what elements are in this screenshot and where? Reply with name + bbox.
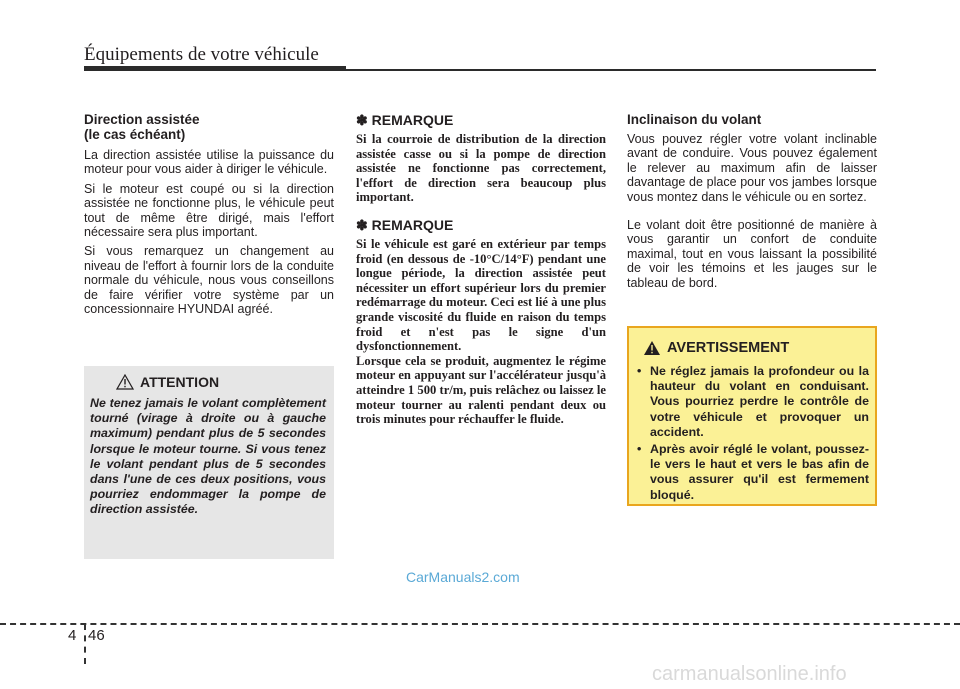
heading-line-2: (le cas échéant) [84,127,186,142]
page-number: 46 [88,627,105,644]
paragraph: Le volant doit être positionné de manière à vous garantir un confort de conduite maximal, tout en vous laissant la possibilité de voir les témoins et les jauges sur le tableau de bord. [627,218,877,290]
column-remarks [356,112,606,439]
warning-triangle-icon [643,340,661,356]
header-bar [84,66,346,71]
attention-title: ATTENTION [140,374,220,390]
paragraph: La direction assistée utilise la puissance du moteur pour vous aider à diriger le véhicule. [84,148,334,177]
paragraph: Si vous remarquez un changement au niveau de l'effort à fournir lors de la conduite normale du véhicule, nous vous conseillons de faire vérifier votre système par un concessionnaire HYUNDAI agréé. [84,244,334,317]
warning-box [627,326,877,506]
section-heading-steering-tilt: Inclinaison du volant [627,112,762,127]
column-steering-tilt [627,112,877,295]
paragraph: Si le moteur est coupé ou si la direction assistée ne fonctionne plus, le véhicule peut tout de même être dirigé, mais l'effort nécessaire sera plus important. [84,181,334,240]
attention-box [84,366,334,559]
column-power-steering [84,112,334,321]
header-rule [346,69,876,71]
chapter-number: 4 [68,627,77,644]
page-number-separator [84,624,86,664]
warning-triangle-icon [116,374,134,390]
warning-title: AVERTISSEMENT [667,340,790,356]
warning-item: • Après avoir réglé le volant, poussez-le vers le haut et vers le bas afin de vous assurer qu'il est fermement bloqué. [637,442,869,503]
footer-site-watermark[interactable]: carmanualsonline.info [652,663,847,685]
remark-title: ✽ REMARQUE [356,112,454,128]
paragraph: Vous pouvez régler votre volant inclinable avant de conduire. Vous pouvez également le relever au maximum afin de laisser davantage de place pour vos jambes lorsque vous montez dans le véhicule ou en sortez. [627,132,877,204]
footer-dashed-rule [0,623,960,625]
attention-text: Ne tenez jamais le volant complètement tourné (virage à droite ou à gauche maximum) pendant plus de 5 secondes lorsque le moteur tourne. Si vous tenez le volant pendant plus de 5 secondes dans l'une de ces deux positions, vous pourriez endommager la pompe de direction assistée. [90,396,326,517]
remark-text: Lorsque cela se produit, augmentez le régime moteur en appuyant sur l'accélérateur jusqu'à atteindre 1 500 tr/m, puis relâchez ou laissez le moteur tourner au ralenti pendant deux ou trois minutes pour réchauffer le fluide. [356,353,606,427]
remark-text: Si la courroie de distribution de la direction assistée casse ou si la pompe de direction assistée ne fonctionne pas correctement, l'effort de direction sera beaucoup plus important. [356,132,606,205]
page-header-title: Équipements de votre véhicule [84,44,319,65]
watermark-link[interactable]: CarManuals2.com [406,569,520,585]
warning-list [637,364,869,505]
heading-line-1: Direction assistée [84,112,200,127]
remark-text: Si le véhicule est garé en extérieur par temps froid (en dessous de -10°C/14°F) pendant une longue période, la direction assistée peut nécessiter un effort supérieur lors du premier redémarrage du moteur. Ceci est lié à une plus grande viscosité du fluide en raison du temps froid et n'est pas le signe d'un dysfonctionnement. [356,236,606,354]
section-heading-power-steering [84,112,334,142]
warning-item: • Ne réglez jamais la profondeur ou la hauteur du volant en conduisant. Vous pourriez perdre le contrôle de votre véhicule et provoquer un accident. [637,364,869,440]
attention-header [116,374,219,390]
warning-header [643,340,789,356]
remark-title: ✽ REMARQUE [356,216,454,233]
